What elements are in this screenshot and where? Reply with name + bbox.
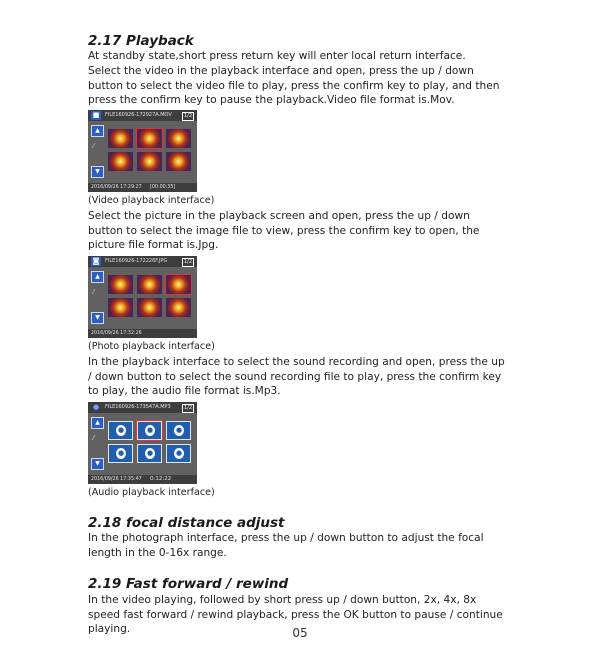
paragraph-focal: In the photograph interface, press the up / down button to adjust the focal length in the 0-16x range. — [88, 532, 484, 559]
thumbnail — [108, 129, 133, 148]
microphone-icon: ● — [175, 426, 183, 434]
thumbnail-grid — [108, 271, 194, 323]
thumbnail — [108, 152, 133, 171]
thumbnail — [137, 152, 162, 171]
thumbnail-selected — [166, 275, 191, 294]
up-button: ▲ — [91, 125, 104, 137]
down-button: ▼ — [91, 166, 104, 178]
file-name: FILE160926-172927A.MOV — [105, 112, 172, 118]
paragraph-video: Select the video in the playback interface and open, press the up / down button to select the video file to play, press the confirm key to play, and then press the confirm key to pause the playback.Video file format is.Mov. — [88, 65, 500, 107]
file-count: 1/2 — [183, 113, 192, 119]
page-number: 05 — [292, 626, 308, 640]
thumbnail — [108, 275, 133, 294]
down-button: ▼ — [91, 312, 104, 324]
audio-thumbnail — [108, 444, 133, 463]
paragraph-fast-forward: In the video playing, followed by short press up / down button, 2x, 4x, 8x speed fast forward / rewind playback, press the OK button to pause / continue playing. — [88, 594, 503, 636]
file-date: 2016/09/26 17:29:27 — [91, 185, 142, 190]
thumbnail — [166, 298, 191, 317]
file-duration: 0:12:22 — [150, 476, 172, 482]
audio-thumbnail — [108, 421, 133, 440]
caption-video: (Video playback interface) — [88, 195, 215, 206]
paragraph-photo: Select the picture in the playback screen and open, press the up / down button to select the image file to view, press the confirm key to open, the picture file format is.Jpg. — [88, 210, 480, 252]
up-button: ▲ — [91, 271, 104, 283]
file-count: 1/2 — [183, 405, 192, 411]
caption-photo: (Photo playback interface) — [88, 341, 215, 352]
microphone-icon: ● — [92, 403, 100, 411]
thumbnail-selected — [137, 129, 162, 148]
microphone-icon: ● — [117, 449, 125, 457]
audio-thumbnail-selected — [137, 421, 162, 440]
section-heading-fast-forward: 2.19 Fast forward / rewind — [88, 576, 289, 592]
microphone-icon: ● — [117, 426, 125, 434]
microphone-icon: ● — [175, 449, 183, 457]
up-button: ▲ — [91, 417, 104, 429]
thumbnail — [166, 152, 191, 171]
camera-icon: ◙ — [92, 257, 100, 265]
microphone-icon: ● — [146, 426, 154, 434]
paragraph-standby: At standby state,short press return key will enter local return interface. — [88, 50, 466, 62]
file-name: FILE160926-172226F.JPG — [105, 258, 168, 264]
file-date: 2016/09/26 17:32:26 — [91, 331, 142, 336]
audio-thumbnail — [166, 444, 191, 463]
page-indicator-icon: ⁄ — [93, 434, 95, 442]
audio-thumbnail — [137, 444, 162, 463]
microphone-icon: ● — [146, 449, 154, 457]
file-duration: [00:00:35] — [150, 185, 176, 190]
thumbnail-grid — [108, 125, 194, 177]
thumbnail — [166, 129, 191, 148]
video-playback-screenshot — [88, 110, 197, 192]
audio-playback-screenshot — [88, 402, 197, 484]
thumbnail — [137, 275, 162, 294]
thumbnail-grid — [108, 417, 194, 469]
audio-thumbnail — [166, 421, 191, 440]
paragraph-audio: In the playback interface to select the sound recording and open, press the up / down button to select the sound recording file to play, press the confirm key to play, the audio file format is.Mp3. — [88, 356, 505, 398]
file-date: 2016/09/26 17:35:47 — [91, 477, 142, 482]
file-count: 1/2 — [183, 259, 192, 265]
section-heading-playback: 2.17 Playback — [88, 33, 194, 49]
page-indicator-icon: ⁄ — [93, 288, 95, 296]
down-button: ▼ — [91, 458, 104, 470]
page-indicator-icon: ⁄ — [93, 142, 95, 150]
thumbnail — [108, 298, 133, 317]
photo-playback-screenshot — [88, 256, 197, 338]
file-name: FILE160926-173547A.MP3 — [105, 404, 171, 410]
video-icon: ■ — [92, 111, 100, 119]
section-heading-focal: 2.18 focal distance adjust — [88, 515, 285, 531]
caption-audio: (Audio playback interface) — [88, 487, 215, 498]
thumbnail — [137, 298, 162, 317]
